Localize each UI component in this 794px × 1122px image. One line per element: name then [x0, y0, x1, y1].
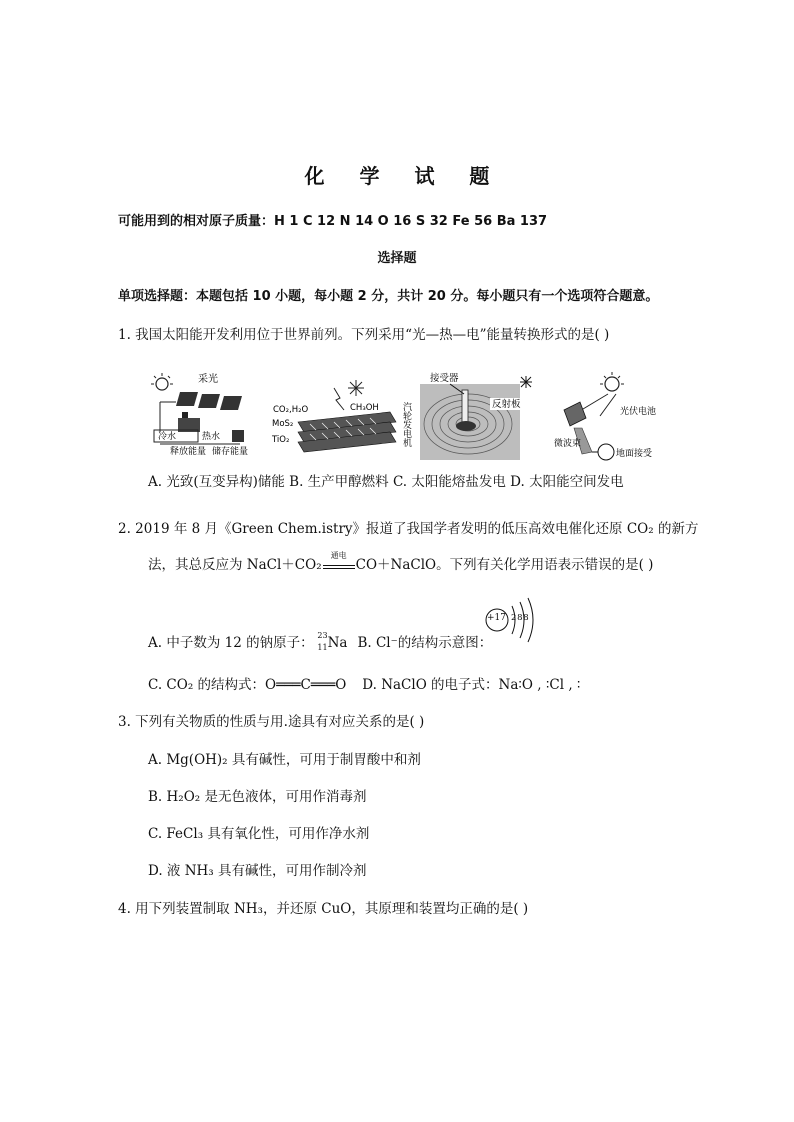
- atomic-masses: 可能用到的相对原子质量：H 1 C 12 N 14 O 16 S 32 Fe 56 Ba 137: [118, 214, 548, 229]
- q2-option-d-text: D. NaClO 的电子式：Na∶O , ∶Cl , ∶: [362, 677, 581, 693]
- q1-figure-c: [400, 372, 540, 462]
- q1-figure-a: [150, 372, 262, 462]
- q2-option-a: [148, 631, 492, 651]
- q2-options-cd: [148, 673, 580, 693]
- nucleus-charge: +17: [487, 613, 506, 623]
- page-title: 化 学 试 题: [304, 164, 504, 188]
- fig-c-label-1: 接受器: [430, 373, 459, 384]
- na-isotope: [314, 630, 328, 652]
- q3-option-a: A. Mg(OH)₂ 具有碱性，可用于制胃酸中和剂: [148, 752, 421, 768]
- q3-option-b: B. H₂O₂ 是无色液体，可用作消毒剂: [148, 789, 367, 805]
- q2-line2: [148, 550, 654, 573]
- fig-c-label-3: 汽轮发电机: [401, 402, 411, 447]
- q2-line1: 2. 2019 年 8 月《Green Chem.istry》报道了我国学者发明的低压高效电催化还原 CO₂ 的新方: [118, 521, 699, 537]
- q3-option-d: D. 液 NH₃ 具有碱性，可用作制冷剂: [148, 863, 367, 879]
- instruction: 单项选择题：本题包括 10 小题，每小题 2 分，共计 20 分。每小题只有一个选项符合题意。: [118, 289, 659, 304]
- section-heading: 选择题: [377, 251, 417, 266]
- fig-a-label-3: 热水: [202, 432, 221, 442]
- q2-option-b-text: B. Cl⁻的结构示意图：: [357, 635, 493, 651]
- na-symbol: Na: [327, 635, 348, 651]
- fig-b-label-4: TiO₂: [272, 435, 290, 445]
- q1-options: A. 光致(互变异构)储能 B. 生产甲醇燃料 C. 太阳能熔盐发电 D. 太阳能空间发电: [148, 474, 624, 490]
- fig-b-label-1: CO₂,H₂O: [273, 405, 309, 415]
- fig-a-label-5: 储存能量: [212, 447, 249, 457]
- q2-equation-left: 法，其总反应为 NaCl＋CO₂: [148, 557, 322, 573]
- q2-equation-right: CO＋NaClO。下列有关化学用语表示错误的是( ): [355, 557, 654, 573]
- fig-c-label-2: 反射板: [492, 399, 521, 410]
- q2-option-c-text: C. CO₂ 的结构式：O═══C═══O: [148, 677, 347, 693]
- q3-stem: 3. 下列有关物质的性质与用.途具有对应关系的是( ): [118, 714, 425, 730]
- na-atomic-number: 11: [317, 642, 328, 652]
- fig-b-label-3: MoS₂: [272, 419, 294, 429]
- fig-a-label-2: 冷水: [158, 432, 177, 442]
- electron-shells: 2 8 8: [511, 613, 528, 623]
- reaction-arrow: [322, 550, 356, 573]
- fig-b-label-2: CH₃OH: [350, 403, 379, 413]
- fig-d-label-3: 地面接受: [616, 449, 653, 459]
- fig-a-label-4: 释放能量: [170, 447, 207, 457]
- q1-stem: 1. 我国太阳能开发利用位于世界前列。下列采用“光—热—电”能量转换形式的是( ): [118, 327, 610, 343]
- q1-figure-d: [550, 372, 670, 462]
- cl-ion-structure-diagram: [482, 596, 546, 644]
- reaction-condition: 通电: [330, 550, 347, 560]
- q3-option-c: C. FeCl₃ 具有氧化性，可用作净水剂: [148, 826, 370, 842]
- q4-stem: 4. 用下列装置制取 NH₃，并还原 CuO，其原理和装置均正确的是( ): [118, 901, 529, 917]
- fig-d-label-2: 微波束: [554, 439, 582, 449]
- q1-figure-b: [270, 372, 400, 462]
- q2-option-a-text: A. 中子数为 12 的钠原子：: [148, 635, 314, 651]
- na-mass-number: 23: [317, 630, 328, 640]
- fig-d-label-1: 光伏电池: [620, 407, 657, 417]
- fig-a-label-1: 采光: [198, 374, 218, 385]
